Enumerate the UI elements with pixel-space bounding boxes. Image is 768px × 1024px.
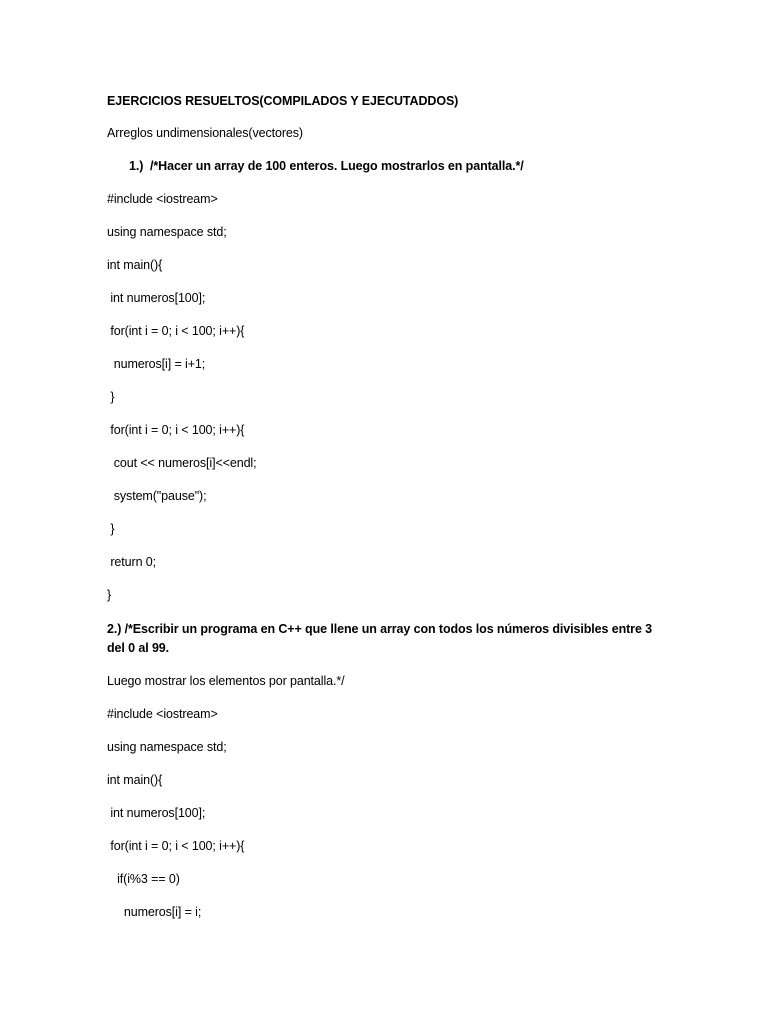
exercise-1-heading: 1.) /*Hacer un array de 100 enteros. Luego mostrarlos en pantalla.*/: [129, 159, 524, 173]
code-line: for(int i = 0; i < 100; i++){: [107, 839, 245, 853]
code-line: }: [107, 390, 115, 404]
code-line: }: [107, 588, 112, 602]
code-line: return 0;: [107, 555, 157, 569]
code-line: cout << numeros[i]<<endl;: [107, 456, 257, 470]
exercise-2-heading: 2.) /*Escribir un programa en C++ que llene un array con todos los números divisibles entre 3 del 0 al 99.: [107, 622, 653, 655]
code-line: int numeros[100];: [107, 806, 206, 820]
code-line: if(i%3 == 0): [107, 872, 180, 886]
code-line: int numeros[100];: [107, 291, 206, 305]
code-line: using namespace std;: [107, 740, 227, 754]
document-title: EJERCICIOS RESUELTOS(COMPILADOS Y EJECUTADDOS): [107, 94, 459, 108]
code-line: #include <iostream>: [107, 192, 218, 206]
exercise-2-heading-continued: Luego mostrar los elementos por pantalla.*/: [107, 674, 345, 688]
code-line: system("pause");: [107, 489, 207, 503]
code-line: }: [107, 522, 115, 536]
code-line: using namespace std;: [107, 225, 227, 239]
code-line: #include <iostream>: [107, 707, 218, 721]
document-subtitle: Arreglos undimensionales(vectores): [107, 126, 303, 140]
code-line: for(int i = 0; i < 100; i++){: [107, 423, 245, 437]
code-line: numeros[i] = i+1;: [107, 357, 206, 371]
code-line: numeros[i] = i;: [107, 905, 202, 919]
code-line: int main(){: [107, 258, 163, 272]
code-line: int main(){: [107, 773, 163, 787]
code-line: for(int i = 0; i < 100; i++){: [107, 324, 245, 338]
